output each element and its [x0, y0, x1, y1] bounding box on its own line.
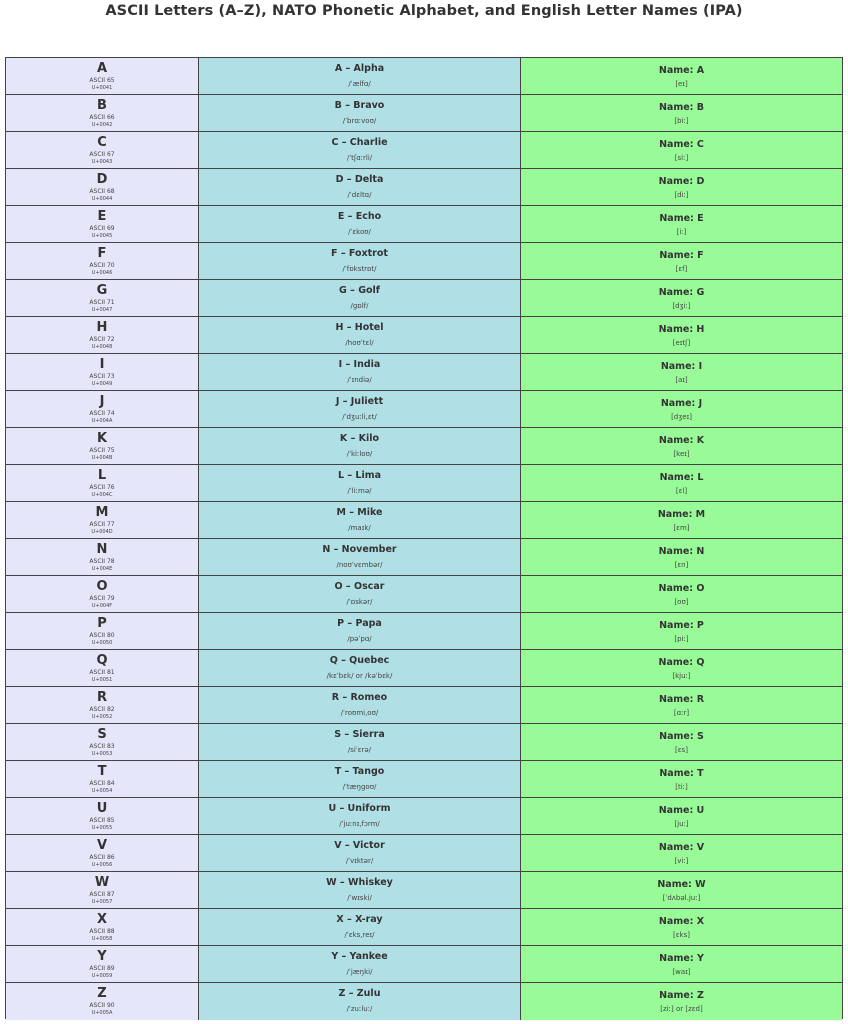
- ascii-code: ASCII 69: [89, 225, 115, 232]
- unicode-code: U+0054: [91, 788, 113, 794]
- ascii-code: ASCII 86: [89, 854, 115, 861]
- ascii-cell: [6, 206, 199, 243]
- letter-label: H: [96, 320, 108, 335]
- table-row: [6, 576, 842, 613]
- letter-name-ipa: [ɛn]: [674, 561, 689, 569]
- ascii-cell: [6, 243, 199, 280]
- letter-name-ipa: [ɛs]: [675, 746, 688, 754]
- letter-name-cell: [521, 724, 842, 761]
- nato-cell: [199, 317, 521, 354]
- nato-ipa: /ˈliːmə/: [347, 487, 372, 495]
- nato-cell: [199, 391, 521, 428]
- letter-name-ipa: [ˈdʌbəl.juː]: [662, 894, 701, 902]
- nato-ipa: /ˈɛkoʊ/: [348, 228, 371, 236]
- nato-ipa: /ˈzuːluː/: [346, 1005, 373, 1013]
- letter-label: F: [97, 246, 107, 261]
- ascii-code: ASCII 79: [89, 595, 115, 602]
- ascii-cell: [6, 465, 199, 502]
- nato-word: U – Uniform: [328, 803, 391, 814]
- ascii-code: ASCII 70: [89, 262, 115, 269]
- page-title: ASCII Letters (A–Z), NATO Phonetic Alphabet, and English Letter Names (IPA): [105, 3, 743, 19]
- unicode-code: U+004B: [91, 455, 113, 461]
- letter-name-cell: [521, 206, 842, 243]
- letter-name-ipa: [ɛf]: [675, 265, 688, 273]
- ascii-cell: [6, 909, 199, 946]
- nato-ipa: /siˈɛrə/: [347, 746, 372, 754]
- ascii-cell: [6, 539, 199, 576]
- letter-label: T: [97, 764, 107, 779]
- nato-word: C – Charlie: [331, 137, 388, 148]
- ascii-cell: [6, 169, 199, 206]
- ascii-cell: [6, 576, 199, 613]
- letter-label: R: [96, 690, 107, 705]
- ascii-code: ASCII 83: [89, 743, 115, 750]
- ascii-code: ASCII 68: [89, 188, 115, 195]
- nato-ipa: /noʊˈvɛmbər/: [336, 561, 383, 569]
- nato-word: T – Tango: [334, 766, 385, 777]
- letter-name: Name: M: [657, 509, 706, 520]
- nato-ipa: /ˈtæŋgoʊ/: [342, 783, 377, 791]
- letter-name-ipa: [viː]: [674, 857, 689, 865]
- letter-name-cell: [521, 798, 842, 835]
- letter-name: Name: Q: [658, 657, 705, 668]
- ascii-code: ASCII 84: [89, 780, 115, 787]
- nato-ipa: /ˈbrɑːvoʊ/: [342, 117, 377, 125]
- nato-ipa: /pəˈpɑ/: [347, 635, 372, 643]
- letter-name-cell: [521, 983, 842, 1020]
- nato-word: D – Delta: [335, 174, 384, 185]
- nato-cell: [199, 687, 521, 724]
- nato-word: F – Foxtrot: [331, 248, 388, 259]
- nato-cell: [199, 206, 521, 243]
- nato-ipa: /ˈɛks,reɪ/: [344, 931, 375, 939]
- nato-word: I – India: [338, 359, 381, 370]
- ascii-code: ASCII 72: [89, 336, 115, 343]
- nato-cell: [199, 243, 521, 280]
- ascii-cell: [6, 613, 199, 650]
- table-row: [6, 539, 842, 576]
- nato-ipa: /ˈvɪktər/: [345, 857, 374, 865]
- table-row: [6, 465, 842, 502]
- unicode-code: U+0046: [91, 270, 113, 276]
- nato-ipa: /gɒlf/: [350, 302, 369, 310]
- letter-name-cell: [521, 243, 842, 280]
- table-row: [6, 983, 842, 1020]
- letter-name-cell: [521, 502, 842, 539]
- nato-word: V – Victor: [334, 840, 385, 851]
- unicode-code: U+0047: [91, 307, 113, 313]
- unicode-code: U+005A: [91, 1010, 113, 1016]
- letter-label: O: [96, 579, 108, 594]
- letter-label: C: [97, 135, 107, 150]
- letter-name: Name: K: [658, 435, 705, 446]
- nato-word: H – Hotel: [335, 322, 384, 333]
- letter-name: Name: R: [658, 694, 705, 705]
- unicode-code: U+0051: [91, 677, 113, 683]
- letter-name: Name: P: [659, 620, 704, 631]
- ascii-code: ASCII 66: [89, 114, 115, 121]
- letter-name-cell: [521, 835, 842, 872]
- letter-label: K: [96, 431, 108, 446]
- letter-name-ipa: [kjuː]: [672, 672, 691, 680]
- ascii-code: ASCII 73: [89, 373, 115, 380]
- nato-ipa: /kɛˈbɛk/ or /kəˈbɛk/: [326, 672, 393, 680]
- table-row: [6, 761, 842, 798]
- letter-name-ipa: [diː]: [674, 191, 689, 199]
- nato-cell: [199, 909, 521, 946]
- nato-ipa: /ˈtʃɑːrli/: [346, 154, 373, 162]
- unicode-code: U+0042: [91, 122, 113, 128]
- letter-name: Name: S: [659, 731, 704, 742]
- unicode-code: U+0057: [91, 899, 113, 905]
- ascii-cell: [6, 650, 199, 687]
- ascii-code: ASCII 76: [89, 484, 115, 491]
- letter-name-cell: [521, 58, 842, 95]
- letter-name-cell: [521, 539, 842, 576]
- nato-word: J – Juliett: [335, 396, 384, 407]
- letter-name-cell: [521, 317, 842, 354]
- ascii-code: ASCII 67: [89, 151, 115, 158]
- letter-name-cell: [521, 169, 842, 206]
- letter-name: Name: U: [658, 805, 705, 816]
- letter-name: Name: D: [658, 176, 705, 187]
- letter-label: V: [96, 838, 108, 853]
- unicode-code: U+004C: [91, 492, 113, 498]
- nato-cell: [199, 539, 521, 576]
- nato-ipa: /ˈdʒuːli,ɛt/: [342, 413, 377, 421]
- letter-label: Q: [96, 653, 108, 668]
- ascii-cell: [6, 724, 199, 761]
- letter-name-cell: [521, 465, 842, 502]
- ascii-code: ASCII 85: [89, 817, 115, 824]
- nato-word: M – Mike: [336, 507, 383, 518]
- letter-name-cell: [521, 576, 842, 613]
- letter-name: Name: W: [657, 879, 706, 890]
- ascii-cell: [6, 428, 199, 465]
- table-row: [6, 835, 842, 872]
- letter-name-cell: [521, 428, 842, 465]
- letter-name-cell: [521, 391, 842, 428]
- ascii-cell: [6, 946, 199, 983]
- unicode-code: U+0041: [91, 85, 113, 91]
- nato-word: B – Bravo: [334, 100, 385, 111]
- nato-ipa: /ˈfɒkstrɒt/: [342, 265, 377, 273]
- table-row: [6, 650, 842, 687]
- nato-cell: [199, 280, 521, 317]
- nato-cell: [199, 169, 521, 206]
- table-row: [6, 280, 842, 317]
- ascii-code: ASCII 74: [89, 410, 115, 417]
- table-row: [6, 58, 842, 95]
- letter-label: U: [96, 801, 108, 816]
- letter-name: Name: O: [658, 583, 705, 594]
- letter-label: M: [95, 505, 109, 520]
- nato-word: G – Golf: [339, 285, 380, 296]
- nato-cell: [199, 983, 521, 1020]
- letter-name-ipa: [siː]: [674, 154, 689, 162]
- letter-name-ipa: [ɛks]: [673, 931, 690, 939]
- letter-name-cell: [521, 872, 842, 909]
- letter-name: Name: N: [658, 546, 705, 557]
- table-row: [6, 95, 842, 132]
- unicode-code: U+004E: [91, 566, 113, 572]
- letter-name-cell: [521, 95, 842, 132]
- letter-name: Name: B: [658, 102, 705, 113]
- nato-word: X – X-ray: [336, 914, 383, 925]
- unicode-code: U+004A: [91, 418, 113, 424]
- nato-word: W – Whiskey: [326, 877, 393, 888]
- nato-word: Y – Yankee: [331, 951, 388, 962]
- letter-name: Name: G: [658, 287, 705, 298]
- letter-label: P: [97, 616, 107, 631]
- ascii-cell: [6, 132, 199, 169]
- letter-label: I: [99, 357, 105, 372]
- letter-name: Name: X: [658, 916, 705, 927]
- letter-name-ipa: [keɪ]: [673, 450, 690, 458]
- letter-name-ipa: [eɪ]: [675, 80, 688, 88]
- ascii-code: ASCII 80: [89, 632, 115, 639]
- ascii-code: ASCII 88: [89, 928, 115, 935]
- table-row: [6, 872, 842, 909]
- nato-ipa: /ˈɒskər/: [346, 598, 373, 606]
- letter-name-cell: [521, 946, 842, 983]
- ascii-cell: [6, 687, 199, 724]
- nato-cell: [199, 946, 521, 983]
- nato-cell: [199, 872, 521, 909]
- letter-label: A: [96, 61, 108, 76]
- nato-cell: [199, 724, 521, 761]
- unicode-code: U+0043: [91, 159, 113, 165]
- table-row: [6, 909, 842, 946]
- nato-ipa: /maɪk/: [348, 524, 371, 532]
- alphabet-table: [5, 57, 843, 1019]
- ascii-cell: [6, 983, 199, 1020]
- letter-label: E: [97, 209, 107, 224]
- unicode-code: U+0052: [91, 714, 113, 720]
- table-row: [6, 946, 842, 983]
- nato-word: K – Kilo: [339, 433, 380, 444]
- letter-label: X: [96, 912, 108, 927]
- nato-ipa: /ˈdɛltɑ/: [347, 191, 372, 199]
- ascii-code: ASCII 78: [89, 558, 115, 565]
- letter-label: S: [97, 727, 107, 742]
- letter-name: Name: Z: [659, 990, 704, 1001]
- letter-label: Y: [97, 949, 107, 964]
- table-row: [6, 613, 842, 650]
- nato-cell: [199, 576, 521, 613]
- table-row: [6, 169, 842, 206]
- nato-cell: [199, 613, 521, 650]
- unicode-code: U+0055: [91, 825, 113, 831]
- ascii-code: ASCII 65: [89, 77, 115, 84]
- letter-name-ipa: [ɛm]: [673, 524, 690, 532]
- unicode-code: U+0044: [91, 196, 113, 202]
- letter-name-ipa: [tiː]: [675, 783, 688, 791]
- letter-name: Name: A: [658, 65, 705, 76]
- letter-name: Name: H: [658, 324, 705, 335]
- letter-name: Name: V: [658, 842, 705, 853]
- letter-name-ipa: [biː]: [674, 117, 689, 125]
- ascii-cell: [6, 317, 199, 354]
- letter-label: D: [96, 172, 108, 187]
- letter-label: J: [99, 394, 105, 409]
- letter-name-cell: [521, 650, 842, 687]
- nato-word: A – Alpha: [334, 63, 385, 74]
- nato-ipa: /ˈjuːnɪ,fɔrm/: [339, 820, 380, 828]
- nato-cell: [199, 502, 521, 539]
- letter-label: G: [96, 283, 108, 298]
- nato-cell: [199, 798, 521, 835]
- nato-ipa: /ˈkiːloʊ/: [346, 450, 373, 458]
- nato-cell: [199, 428, 521, 465]
- nato-word: N – November: [322, 544, 397, 555]
- nato-cell: [199, 835, 521, 872]
- nato-word: O – Oscar: [334, 581, 385, 592]
- letter-name-ipa: [dʒiː]: [672, 302, 691, 310]
- letter-name-ipa: [juː]: [674, 820, 689, 828]
- table-row: [6, 502, 842, 539]
- table-row: [6, 687, 842, 724]
- letter-name-cell: [521, 132, 842, 169]
- letter-label: N: [96, 542, 108, 557]
- letter-name: Name: C: [659, 139, 704, 150]
- unicode-code: U+0059: [91, 973, 113, 979]
- letter-name-ipa: [ziː] or [zɛd]: [660, 1005, 703, 1013]
- letter-label: W: [94, 875, 110, 890]
- letter-name: Name: T: [659, 768, 704, 779]
- ascii-code: ASCII 90: [89, 1002, 115, 1009]
- letter-name: Name: Y: [659, 953, 704, 964]
- unicode-code: U+0050: [91, 640, 113, 646]
- nato-cell: [199, 465, 521, 502]
- table-row: [6, 798, 842, 835]
- table-row: [6, 206, 842, 243]
- letter-name-cell: [521, 687, 842, 724]
- unicode-code: U+004D: [91, 529, 113, 535]
- letter-name-ipa: [piː]: [674, 635, 689, 643]
- unicode-code: U+0049: [91, 381, 113, 387]
- unicode-code: U+0058: [91, 936, 113, 942]
- ascii-cell: [6, 280, 199, 317]
- letter-name-ipa: [aɪ]: [675, 376, 688, 384]
- ascii-cell: [6, 872, 199, 909]
- letter-name-ipa: [iː]: [676, 228, 687, 236]
- ascii-cell: [6, 502, 199, 539]
- letter-name-ipa: [dʒeɪ]: [671, 413, 692, 421]
- unicode-code: U+0045: [91, 233, 113, 239]
- nato-ipa: /ˈælfɑ/: [348, 80, 371, 88]
- nato-word: Q – Quebec: [329, 655, 390, 666]
- letter-label: Z: [97, 986, 107, 1001]
- unicode-code: U+0056: [91, 862, 113, 868]
- table-row: [6, 428, 842, 465]
- table-row: [6, 354, 842, 391]
- ascii-cell: [6, 354, 199, 391]
- nato-word: L – Lima: [337, 470, 382, 481]
- ascii-code: ASCII 71: [89, 299, 115, 306]
- nato-word: P – Papa: [337, 618, 382, 629]
- ascii-code: ASCII 75: [89, 447, 115, 454]
- nato-ipa: /ˈɪndiə/: [347, 376, 372, 384]
- unicode-code: U+0053: [91, 751, 113, 757]
- letter-name-ipa: [ɑːr]: [673, 709, 690, 717]
- letter-label: L: [97, 468, 107, 483]
- ascii-code: ASCII 81: [89, 669, 115, 676]
- table-row: [6, 724, 842, 761]
- nato-cell: [199, 132, 521, 169]
- letter-name: Name: E: [659, 213, 704, 224]
- letter-name-cell: [521, 354, 842, 391]
- ascii-cell: [6, 835, 199, 872]
- letter-name-cell: [521, 761, 842, 798]
- table-row: [6, 317, 842, 354]
- unicode-code: U+0048: [91, 344, 113, 350]
- letter-name-ipa: [ɛl]: [675, 487, 688, 495]
- letter-name-ipa: [eɪtʃ]: [672, 339, 691, 347]
- letter-name-cell: [521, 280, 842, 317]
- letter-label: B: [97, 98, 107, 113]
- letter-name-cell: [521, 909, 842, 946]
- table-row: [6, 243, 842, 280]
- unicode-code: U+004F: [91, 603, 113, 609]
- nato-cell: [199, 58, 521, 95]
- nato-word: Z – Zulu: [338, 988, 381, 999]
- letter-name: Name: L: [659, 472, 704, 483]
- nato-ipa: /hoʊˈtɛl/: [345, 339, 374, 347]
- nato-word: R – Romeo: [331, 692, 388, 703]
- nato-word: S – Sierra: [334, 729, 385, 740]
- nato-ipa: /ˈwɪski/: [347, 894, 372, 902]
- ascii-code: ASCII 89: [89, 965, 115, 972]
- nato-cell: [199, 761, 521, 798]
- nato-word: E – Echo: [337, 211, 382, 222]
- ascii-cell: [6, 58, 199, 95]
- ascii-cell: [6, 391, 199, 428]
- letter-name: Name: F: [659, 250, 704, 261]
- nato-ipa: /ˈroʊmi,oʊ/: [340, 709, 379, 717]
- ascii-cell: [6, 761, 199, 798]
- ascii-code: ASCII 87: [89, 891, 115, 898]
- letter-name: Name: J: [660, 398, 703, 409]
- letter-name-ipa: [waɪ]: [672, 968, 691, 976]
- ascii-cell: [6, 798, 199, 835]
- letter-name: Name: I: [660, 361, 703, 372]
- nato-cell: [199, 95, 521, 132]
- nato-cell: [199, 354, 521, 391]
- nato-cell: [199, 650, 521, 687]
- nato-ipa: /ˈjæŋki/: [346, 968, 373, 976]
- ascii-code: ASCII 77: [89, 521, 115, 528]
- table-row: [6, 132, 842, 169]
- letter-name-ipa: [oʊ]: [674, 598, 689, 606]
- letter-name-cell: [521, 613, 842, 650]
- ascii-code: ASCII 82: [89, 706, 115, 713]
- ascii-cell: [6, 95, 199, 132]
- table-row: [6, 391, 842, 428]
